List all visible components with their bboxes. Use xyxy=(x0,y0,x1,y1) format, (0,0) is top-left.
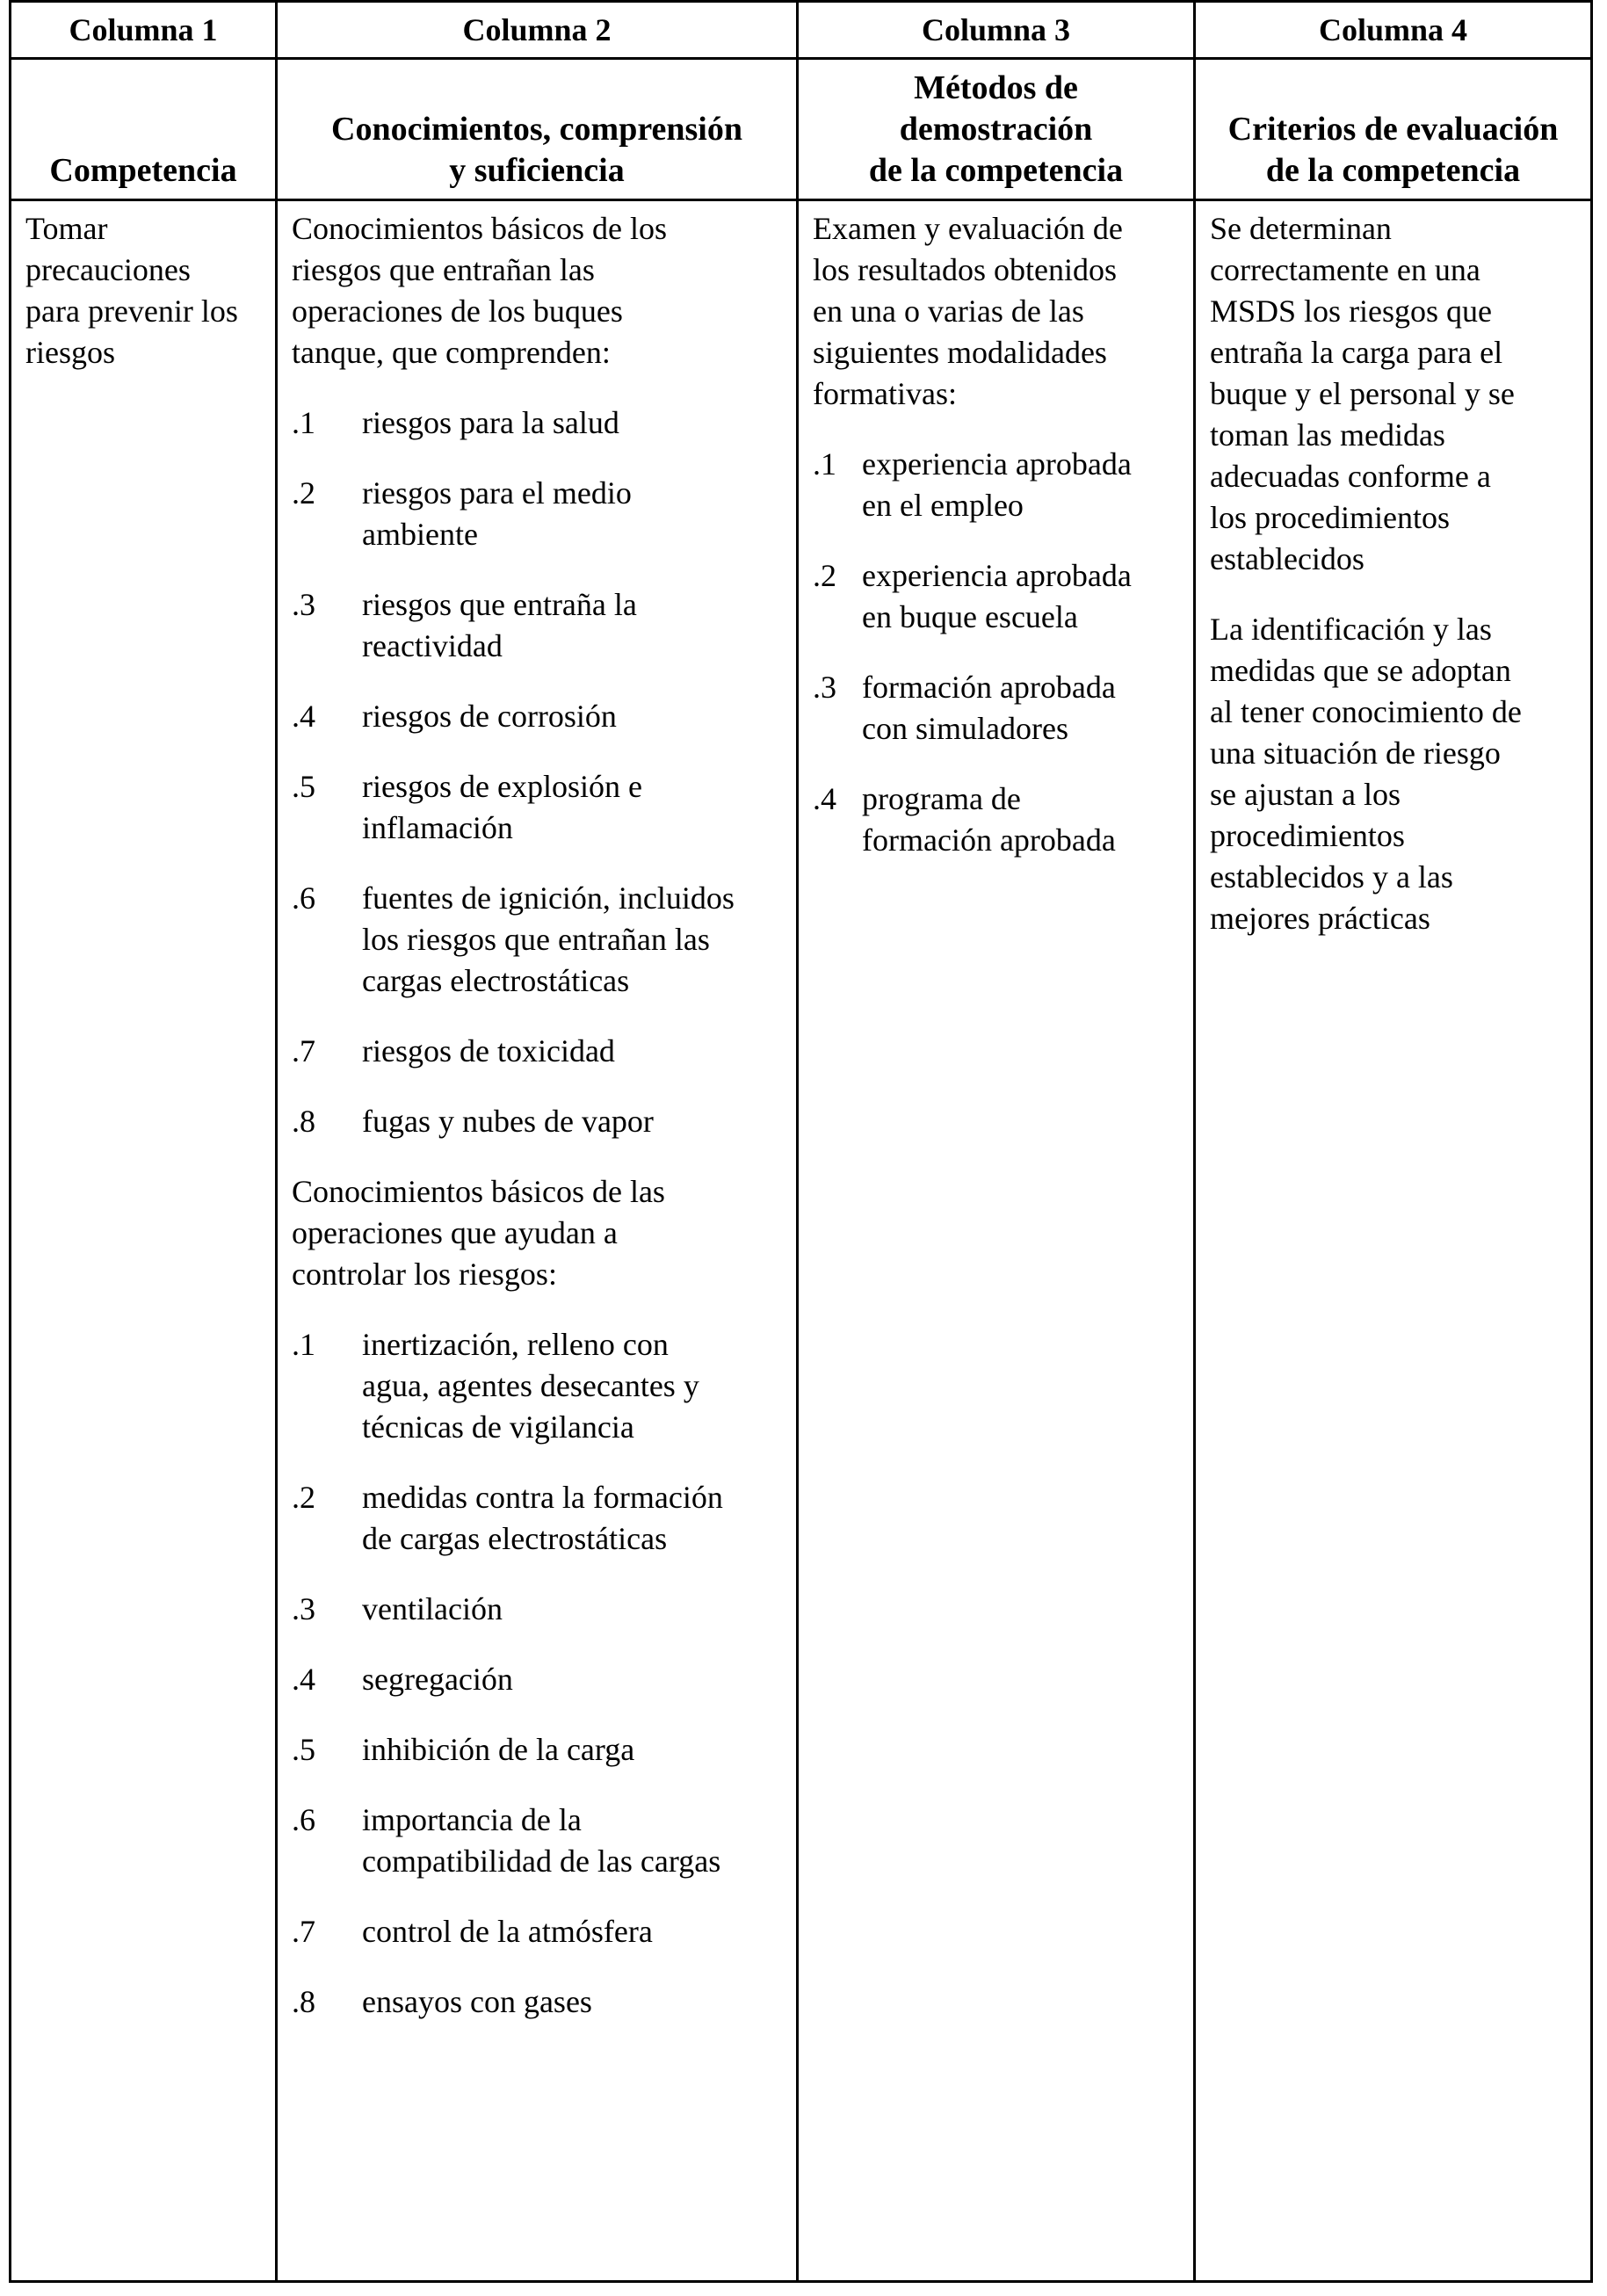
column-4-header: Columna 4 xyxy=(1195,2,1592,59)
list-item xyxy=(292,1477,785,1560)
list-item-text: medidas contra la formación de cargas electrostáticas xyxy=(362,1480,723,1556)
list-item-number: .4 xyxy=(292,1662,315,1697)
list-item-number: .1 xyxy=(292,405,315,440)
criterios-paragraph-1: Se determinan correctamente en una MSDS los riesgos que entraña la carga para el buque y el personal y se toman las medidas adecuadas conforme a los procedimientos establecidos xyxy=(1210,211,1515,576)
list-item-text: ensayos con gases xyxy=(362,1984,592,2019)
list-item-text: riesgos que entraña la reactividad xyxy=(362,587,637,663)
operaciones-list xyxy=(292,1324,785,2023)
list-item-number: .6 xyxy=(292,1802,315,1837)
list-item-text: inhibición de la carga xyxy=(362,1732,635,1767)
list-item-text: ventilación xyxy=(362,1591,503,1626)
column-3-header: Columna 3 xyxy=(798,2,1195,59)
list-item-text: segregación xyxy=(362,1662,513,1697)
list-item-number: .3 xyxy=(813,670,836,705)
conocimientos-intro-2: Conocimientos básicos de las operaciones que ayudan a controlar los riesgos: xyxy=(292,1174,665,1292)
list-item xyxy=(813,555,1183,638)
column-1-header: Columna 1 xyxy=(11,2,277,59)
list-item-text: control de la atmósfera xyxy=(362,1914,653,1949)
competencia-cell xyxy=(11,200,277,2282)
conocimientos-cell xyxy=(277,200,798,2282)
criterios-heading: Criterios de evaluación de la competencia xyxy=(1195,59,1592,200)
list-item xyxy=(292,1911,785,1952)
column-number-row xyxy=(11,2,1592,59)
list-item xyxy=(292,1589,785,1630)
metodos-heading: Métodos de demostración de la competencia xyxy=(798,59,1195,200)
list-item-number: .7 xyxy=(292,1914,315,1949)
conocimientos-heading: Conocimientos, comprensión y suficiencia xyxy=(277,59,798,200)
list-item xyxy=(813,444,1183,526)
list-item xyxy=(292,1659,785,1700)
table-row xyxy=(11,200,1592,2282)
criterios-paragraph-2: La identificación y las medidas que se adoptan al tener conocimiento de una situación de riesgo se ajustan a los procedimientos establecidos y a las mejores prácticas xyxy=(1210,612,1522,936)
list-item-number: .1 xyxy=(292,1327,315,1362)
column-title-row xyxy=(11,59,1592,200)
list-item-text: riesgos para el medio ambiente xyxy=(362,475,632,552)
list-item-number: .3 xyxy=(292,587,315,622)
competencia-text: Tomar precauciones para prevenir los riesgos xyxy=(25,211,238,370)
list-item-number: .3 xyxy=(292,1591,315,1626)
list-item xyxy=(813,667,1183,750)
list-item xyxy=(813,779,1183,861)
list-item xyxy=(292,878,785,1002)
list-item-text: inertización, relleno con agua, agentes desecantes y técnicas de vigilancia xyxy=(362,1327,699,1445)
list-item xyxy=(292,1031,785,1072)
list-item xyxy=(292,473,785,555)
list-item-number: .8 xyxy=(292,1104,315,1139)
list-item-number: .8 xyxy=(292,1984,315,2019)
metodos-cell xyxy=(798,200,1195,2282)
list-item-text: fugas y nubes de vapor xyxy=(362,1104,654,1139)
list-item-text: riesgos de toxicidad xyxy=(362,1033,615,1068)
list-item xyxy=(292,402,785,444)
list-item-number: .1 xyxy=(813,446,836,482)
metodos-intro: Examen y evaluación de los resultados obtenidos en una o varias de las siguientes modalidades formativas: xyxy=(813,211,1123,411)
list-item-text: importancia de la compatibilidad de las cargas xyxy=(362,1802,721,1879)
list-item xyxy=(292,584,785,667)
list-item-number: .5 xyxy=(292,1732,315,1767)
list-item-text: experiencia aprobada en buque escuela xyxy=(862,558,1132,634)
list-item xyxy=(292,1729,785,1771)
list-item-number: .2 xyxy=(813,558,836,593)
list-item-text: experiencia aprobada en el empleo xyxy=(862,446,1132,523)
conocimientos-intro-1: Conocimientos básicos de los riesgos que entrañan las operaciones de los buques tanque, que comprenden: xyxy=(292,211,667,370)
column-2-header: Columna 2 xyxy=(277,2,798,59)
list-item-number: .2 xyxy=(292,1480,315,1515)
list-item xyxy=(292,1324,785,1448)
metodos-list xyxy=(813,444,1183,861)
list-item-number: .4 xyxy=(292,699,315,734)
list-item xyxy=(292,1101,785,1142)
list-item-text: riesgos de explosión e inflamación xyxy=(362,769,642,845)
riesgos-list xyxy=(292,402,785,1142)
list-item xyxy=(292,1800,785,1882)
competence-table xyxy=(9,0,1593,2283)
list-item-number: .2 xyxy=(292,475,315,511)
list-item xyxy=(292,696,785,737)
list-item-text: fuentes de ignición, incluidos los riesgos que entrañan las cargas electrostáticas xyxy=(362,880,735,998)
list-item-text: programa de formación aprobada xyxy=(862,781,1116,858)
list-item-number: .5 xyxy=(292,769,315,804)
list-item-text: riesgos de corrosión xyxy=(362,699,617,734)
list-item xyxy=(292,1981,785,2023)
list-item-number: .7 xyxy=(292,1033,315,1068)
list-item-text: formación aprobada con simuladores xyxy=(862,670,1116,746)
list-item-text: riesgos para la salud xyxy=(362,405,619,440)
list-item xyxy=(292,766,785,849)
criterios-cell xyxy=(1195,200,1592,2282)
competencia-heading: Competencia xyxy=(11,59,277,200)
list-item-number: .6 xyxy=(292,880,315,916)
list-item-number: .4 xyxy=(813,781,836,816)
